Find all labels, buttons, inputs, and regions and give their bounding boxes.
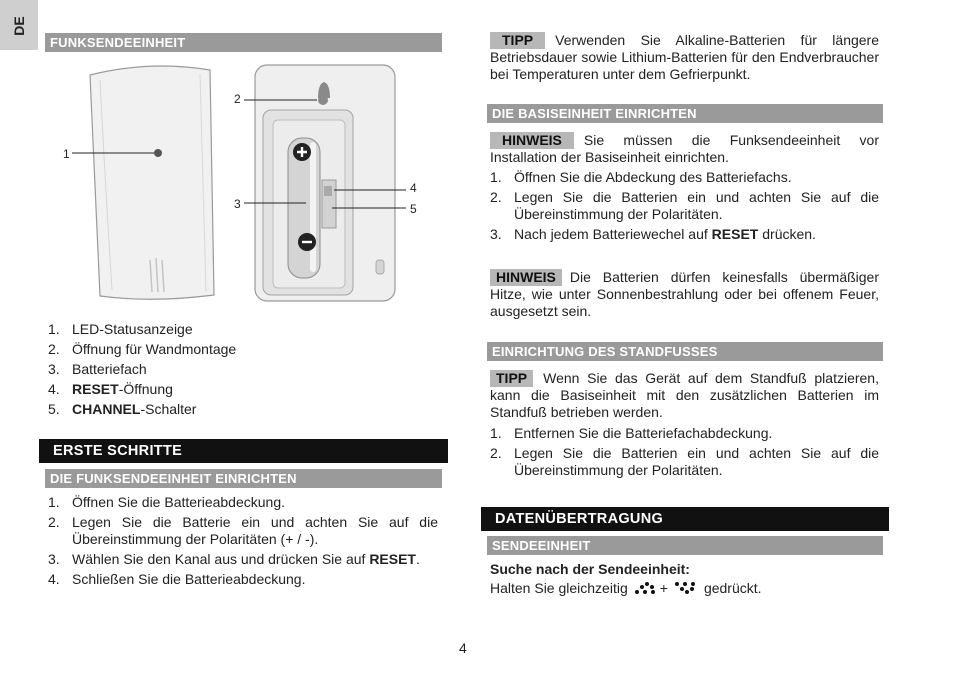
callout-5: 5 bbox=[410, 202, 417, 216]
language-tab bbox=[0, 0, 38, 50]
callout-4: 4 bbox=[410, 181, 417, 195]
section-title-basiseinheit: DIE BASISEINHEIT EINRICHTEN bbox=[487, 104, 883, 123]
section-title-standfuss: EINRICHTUNG DES STANDFUSSES bbox=[487, 342, 883, 361]
list-item: 1. Entfernen Sie die Batteriefachabdeckung. bbox=[490, 425, 773, 441]
callout-2: 2 bbox=[234, 92, 241, 106]
tip-label: TIPP bbox=[490, 32, 545, 49]
list-item: 1. LED-Statusanzeige bbox=[48, 321, 193, 337]
search-heading: Suche nach der Sendeeinheit: bbox=[490, 561, 690, 577]
tip-paragraph-stand: TIPP Wenn Sie das Gerät auf dem Standfuß platzieren, kann die Basiseinheit mit den zusätzlichen Batterien im Standfuß betrieben werden. bbox=[490, 370, 879, 420]
section-title-erste-schritte: ERSTE SCHRITTE bbox=[39, 439, 448, 463]
parts-list bbox=[48, 321, 438, 421]
led-dot bbox=[154, 149, 162, 157]
subsection-title-funksendeeinheit-einrichten: DIE FUNKSENDEEINHEIT EINRICHTEN bbox=[45, 469, 442, 488]
list-item: 2. Legen Sie die Batterien ein und achten Sie auf die Übereinstimmung der Polaritäten. bbox=[490, 189, 879, 222]
language-tab-label: DE bbox=[11, 16, 27, 36]
callout-1: 1 bbox=[63, 147, 70, 161]
note-label: HINWEIS bbox=[490, 132, 574, 149]
list-item: 1. Öffnen Sie die Abdeckung des Batteriefachs. bbox=[490, 169, 792, 185]
button-up-icon bbox=[634, 581, 656, 595]
list-item: 2. Legen Sie die Batterie ein und achten Sie auf die Übereinstimmung der Polaritäten (+ / -). bbox=[48, 514, 438, 547]
list-item: 1. Öffnen Sie die Batterieabdeckung. bbox=[48, 494, 286, 510]
note-paragraph-order: HINWEIS Sie müssen die Funksendeeinheit vor Installation der Basiseinheit einrichten. bbox=[490, 132, 879, 165]
list-item: 3. Wählen Sie den Kanal aus und drücken Sie auf RESET. bbox=[48, 551, 420, 567]
setup-steps-list bbox=[48, 494, 438, 591]
button-down-icon bbox=[674, 581, 696, 595]
section-title-datenuebertragung: DATENÜBERTRAGUNG bbox=[481, 507, 889, 531]
sender-front-shape bbox=[90, 66, 214, 299]
note-label: HINWEIS bbox=[490, 269, 562, 286]
list-item: 2. Legen Sie die Batterien ein und achten Sie auf die Übereinstimmung der Polaritäten. bbox=[490, 445, 879, 478]
list-item: 3. Nach jedem Batteriewechel auf RESET drücken. bbox=[490, 226, 816, 242]
note-paragraph-heat: HINWEIS Die Batterien dürfen keinesfalls übermäßiger Hitze, wie unter Sonnenbestrahlung oder bei offenem Feuer, ausgesetzt sein. bbox=[490, 269, 879, 319]
list-item: 4. RESET-Öffnung bbox=[48, 381, 173, 397]
section-title-funksendeeinheit: FUNKSENDEEINHEIT bbox=[45, 33, 442, 52]
page-number: 4 bbox=[459, 640, 467, 656]
stand-steps-list bbox=[490, 425, 879, 482]
search-instruction: Halten Sie gleichzeitig + gedrückt. bbox=[490, 580, 762, 596]
tip-label: TIPP bbox=[490, 370, 533, 387]
subsection-title-sendeeinheit: SENDEEINHEIT bbox=[487, 536, 883, 555]
tip-paragraph-batteries: TIPP Verwenden Sie Alkaline-Batterien für längere Betriebsdauer sowie Lithium-Batterien für den Endverbraucher bei Temperaturen unter dem Gefrierpunkt. bbox=[490, 32, 879, 82]
list-item: 5. CHANNEL-Schalter bbox=[48, 401, 197, 417]
list-item: 2. Öffnung für Wandmontage bbox=[48, 341, 237, 357]
list-item: 4. Schließen Sie die Batterieabdeckung. bbox=[48, 571, 306, 587]
base-steps-list bbox=[490, 169, 879, 246]
callout-3: 3 bbox=[234, 197, 241, 211]
list-item: 3. Batteriefach bbox=[48, 361, 147, 377]
